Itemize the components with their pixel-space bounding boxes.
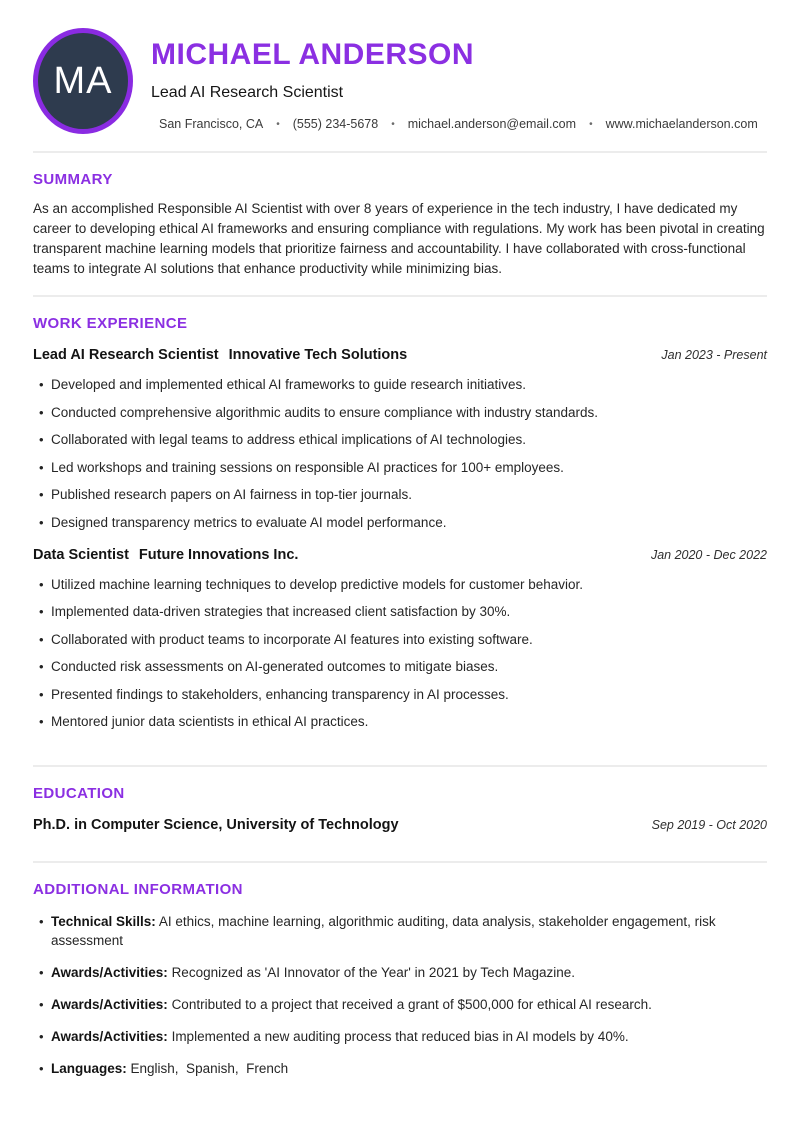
- contact-phone: (555) 234-5678: [292, 117, 379, 131]
- additional-item: [33, 963, 767, 982]
- avatar-initials: MA: [53, 59, 113, 102]
- education-heading: EDUCATION: [33, 784, 125, 802]
- job-bullet: • Collaborated with legal teams to address ethical implications of AI technologies.: [33, 431, 767, 449]
- additional-information-list: [33, 912, 767, 1078]
- job-entry: [33, 346, 767, 532]
- contact-location: San Francisco, CA: [159, 117, 264, 131]
- work-experience-section: [33, 297, 767, 765]
- education-dates: Sep 2019 - Oct 2020: [651, 817, 767, 832]
- education-degree: Ph.D. in Computer Science, University of Technology: [33, 816, 399, 833]
- job-bullet: • Presented findings to stakeholders, enhancing transparency in AI processes.: [33, 686, 767, 704]
- additional-item-text: AI ethics, machine learning, algorithmic auditing, data analysis, stakeholder engagement, risk assessment: [51, 913, 720, 948]
- additional-item: [33, 1059, 767, 1078]
- contact-email: michael.anderson@email.com: [407, 117, 577, 131]
- job-dates: Jan 2023 - Present: [661, 348, 767, 362]
- additional-item-label: Languages:: [51, 1060, 127, 1076]
- education-entry: [33, 817, 767, 861]
- job-bullet: • Mentored junior data scientists in ethical AI practices.: [33, 713, 767, 731]
- contact-website: www.michaelanderson.com: [605, 117, 758, 131]
- additional-item-text: Recognized as 'AI Innovator of the Year' in 2021 by Tech Magazine.: [171, 964, 575, 980]
- job-company: Innovative Tech Solutions: [228, 347, 408, 363]
- job-title-line: [33, 546, 298, 564]
- job-bullet: • Collaborated with product teams to incorporate AI features into existing software.: [33, 631, 767, 649]
- summary-heading: SUMMARY: [33, 171, 113, 188]
- header-text: [151, 28, 758, 131]
- job-bullet: • Conducted risk assessments on AI-generated outcomes to mitigate biases.: [33, 658, 767, 676]
- resume-header: [33, 0, 767, 151]
- summary-body: As an accomplished Responsible AI Scientist with over 8 years of experience in the tech industry, I have dedicated my career to developing ethical AI frameworks and ensuring compliance with regulations. My work has been pivotal in creating transparent machine learning models that prioritize fairness and accountability. I have collaborated with cross-functional teams to integrate AI solutions that enhance productivity while minimizing bias.: [33, 201, 765, 276]
- contact-separator-dot: •: [589, 118, 593, 130]
- job-company: Future Innovations Inc.: [138, 546, 299, 563]
- job-bullet: • Developed and implemented ethical AI frameworks to guide research initiatives.: [33, 376, 767, 394]
- additional-item-text: Implemented a new auditing process that reduced bias in AI models by 40%.: [171, 1028, 629, 1044]
- additional-information-section: [33, 863, 767, 1078]
- contact-separator-dot: •: [276, 118, 280, 130]
- job-bullet: • Led workshops and training sessions on responsible AI practices for 100+ employees.: [33, 459, 767, 477]
- job-entry: [33, 546, 767, 732]
- job-bullet: • Implemented data-driven strategies that increased client satisfaction by 30%.: [33, 603, 767, 621]
- summary-section: [33, 153, 767, 295]
- additional-information-heading: ADDITIONAL INFORMATION: [33, 880, 243, 898]
- work-experience-heading: WORK EXPERIENCE: [33, 315, 188, 332]
- job-header: [33, 346, 767, 364]
- job-bullet: • Published research papers on AI fairness in top-tier journals.: [33, 486, 767, 504]
- additional-item-text: English, Spanish, French: [130, 1060, 289, 1076]
- additional-item-label: Awards/Activities:: [51, 964, 168, 980]
- job-bullet-list: [33, 576, 767, 732]
- job-title: Data Scientist: [33, 546, 129, 563]
- education-section: [33, 767, 767, 861]
- additional-item-label: Awards/Activities:: [51, 996, 168, 1012]
- contact-separator-dot: •: [391, 118, 395, 130]
- job-bullet: • Conducted comprehensive algorithmic audits to ensure compliance with industry standards.: [33, 404, 767, 422]
- additional-item: [33, 912, 767, 950]
- additional-item-label: Technical Skills:: [51, 913, 156, 929]
- candidate-title: Lead AI Research Scientist: [151, 84, 344, 101]
- job-title-line: [33, 346, 407, 364]
- contact-row: [159, 117, 758, 131]
- additional-item: [33, 1027, 767, 1046]
- job-bullet-list: [33, 376, 767, 532]
- job-dates: Jan 2020 - Dec 2022: [650, 547, 767, 562]
- job-header: [33, 546, 767, 564]
- job-bullet: • Designed transparency metrics to evaluate AI model performance.: [33, 514, 767, 532]
- additional-item: [33, 995, 767, 1014]
- additional-item-label: Awards/Activities:: [51, 1028, 168, 1044]
- job-title: Lead AI Research Scientist: [33, 347, 219, 363]
- candidate-name: MICHAEL ANDERSON: [151, 38, 475, 71]
- job-bullet: • Utilized machine learning techniques to develop predictive models for customer behavior.: [33, 576, 767, 594]
- additional-item-text: Contributed to a project that received a grant of $500,000 for ethical AI research.: [171, 996, 652, 1012]
- avatar: [33, 28, 133, 134]
